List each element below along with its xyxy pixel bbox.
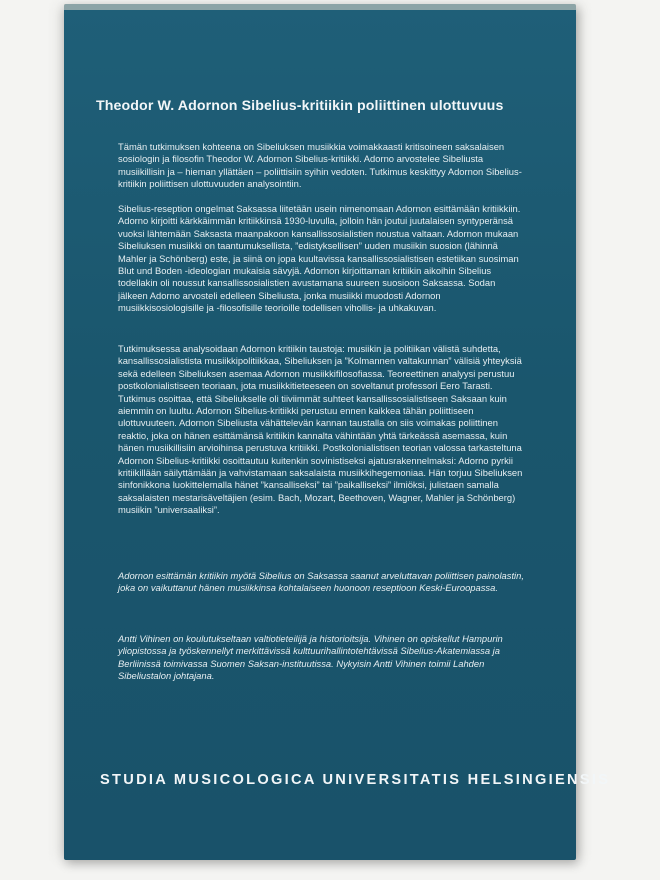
summary-paragraph-3: Tutkimuksessa analysoidaan Adornon kritiikin taustoja: musiikin ja politiikan välistä suhdetta, kansallissosialistista musiikkipolitiikkaa, Sibeliuksen ja ”Kolmannen valtakunnan” välisiä yhteyksiä sekä edelleen Sibeliuksen asemaa Adornon musiikkifilosofiassa. Teoreettinen analyysi perustuu postkolonialistiseen teoriaan, jota musiikkitieteeseen on soveltanut professori Eero Tarasti. Tutkimus osoittaa, että Sibeliukselle oli tiiviimmät suhteet kansallissosialistiseen Saksaan kuin aiemmin on luultu. Adornon Sibelius-kritiikki perustuu ennen kaikkea tähän poliittiseen ulottuvuuteen. Adornon Sibeliusta vähättelevän kannan taustalla on siis voimakas poliittinen reaktio, joka on hänen esittämänsä kritiikin kannalta vähintään yhtä tärkeässä asemassa, kuin hänen musiikillisiin arvioihinsa perustuva kritiikki. Postkolonialistisen teorian valossa tarkasteltuna Adornon Sibelius-kritiikki osoittautuu kuitenkin sovinistiseksi ajatusrakennelmaksi: Adorno pyrkii kritiikillään säilyttämään ja vahvistamaan saksalaista musiikkihegemoniaa. Hän torjuu Sibeliuksen sinfonikkona luokittelemalla hänet ”kansalliseksi” tai ”paikalliseksi” ilmiöksi, julistaen samalla saksalaisten mestarisäveltäjien (esim. Bach, Mozart, Beethoven, Wagner, Mahler ja Schönberg) musiikin ”universaaliksi”. — [118, 343, 523, 516]
book-back-cover — [64, 4, 611, 860]
summary-paragraph-1: Tämän tutkimuksen kohteena on Sibeliuksen musiikkia voimakkaasti kritisoineen saksalaisen sosiologin ja filosofin Theodor W. Adornon Sibelius-kritiikki. Adorno arvostelee Sibeliusta musiikillisin ja – hieman yllättäen – poliittisiin syihin vedoten. Tutkimus keskittyy Adornon Sibelius-kritiikin poliittisen ulottuvuuden analysointiin. — [118, 141, 522, 190]
author-bio: Antti Vihinen on koulutukseltaan valtiotieteilijä ja historioitsija. Vihinen on opiskellut Hampurin yliopistossa ja työskennellyt merkittävissä kulttuurihallintotehtävissä Sibelius-Akatemiassa ja Berliinissä toimivassa Suomen Saksan-instituutissa. Nykyisin Antti Vihinen toimii Lahden Sibeliustalon johtajana. — [118, 633, 503, 682]
series-name: STUDIA MUSICOLOGICA UNIVERSITATIS HELSINGIENSIS — [100, 772, 611, 788]
summary-paragraph-4: Adornon esittämän kritiikin myötä Sibelius on Saksassa saanut arveluttavan poliittisen painolastin, joka on vaikuttanut hänen musiikkinsa kohtalaiseen huonoon reseptioon Keski-Euroopassa. — [118, 570, 524, 594]
summary-paragraph-2: Sibelius-reseption ongelmat Saksassa liitetään usein nimenomaan Adornon esittämään kritiikkiin. Adorno kirjoitti kärkkäimmän kritiikkinsä 1930-luvulla, jolloin hän joutui juutalaisen syntyperänsä vuoksi lähtemään Saksasta maanpakoon kansallissosialistien noustua valtaan. Adornon mukaan Sibeliuksen musiikki on taantumuksellista, ”edistyksellisen” uuden musiikin suosion (lähinnä Mahler ja Schönberg) este, ja siinä on jopa kuultavissa kansallissosialistisen estetiikan suosiman Blut und Boden -ideologian mukaisia sävyjä. Adornon kirjoittaman kritiikin aikoihin Sibelius todellakin oli noussut kansallissosialistien avustamana suureen suosioon Saksassa. Sodan jälkeen Adorno arvosteli edelleen Sibeliusta, jonka musiikki muodosti Adornon musiikkisosiologisille ja -filosofisille teorioille todellisen vihollis- ja uhkakuvan. — [118, 203, 521, 314]
book-title: Theodor W. Adornon Sibelius-kritiikin poliittinen ulottuvuus — [96, 98, 504, 114]
